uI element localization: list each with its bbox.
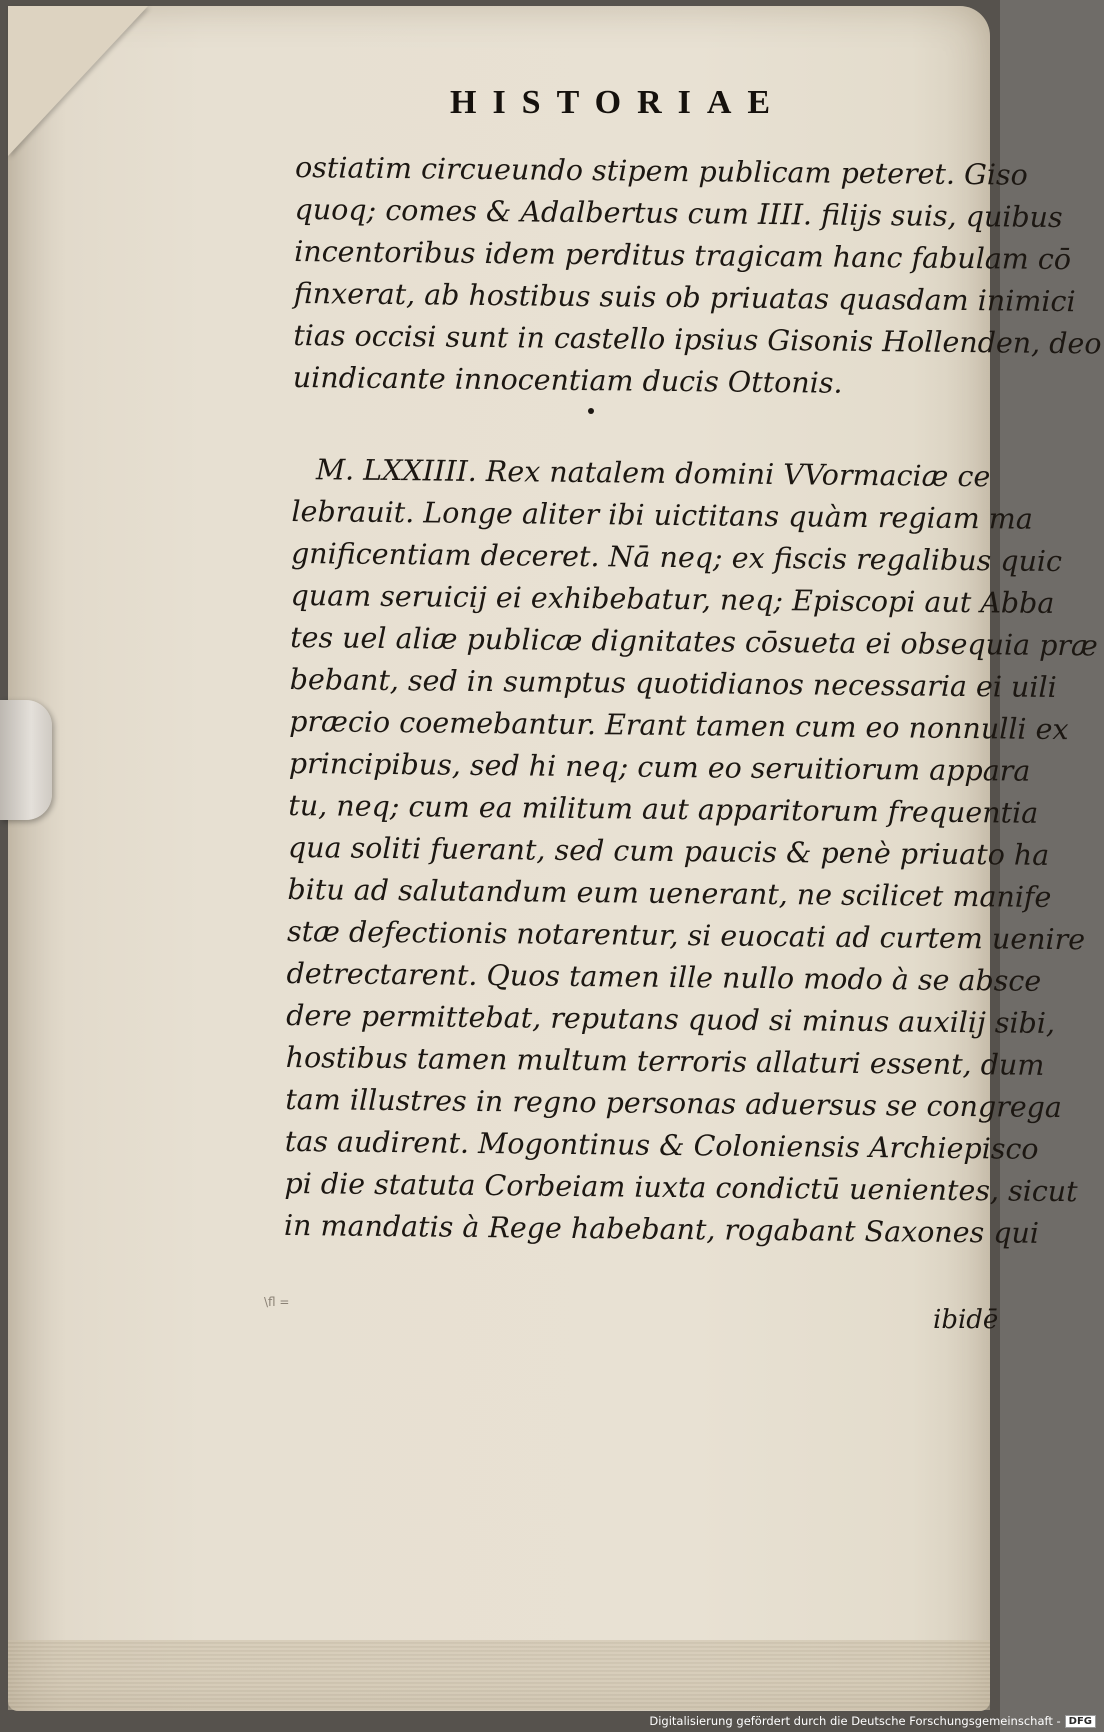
folded-page-corner bbox=[8, 6, 148, 156]
text-line: dere permittebat, reputans quod si minus auxilij sibi, bbox=[286, 998, 1056, 1040]
catchword: ibidē bbox=[933, 1305, 999, 1335]
text-line: stæ defectionis notarentur, si euocati ad curtem uenire bbox=[286, 914, 1086, 957]
text-line: tes uel aliæ publicæ dignitates cōsueta ei obsequia præ bbox=[289, 620, 1098, 663]
text-line: quam seruicij ei exhibebatur, neq; Episcopi aut Abba bbox=[290, 578, 1055, 620]
digitization-footer bbox=[649, 1714, 1096, 1728]
text-line: tas audirent. Mogontinus & Coloniensis Archiepisco bbox=[284, 1124, 1039, 1166]
text-line: quoq; comes & Adalbertus cum IIII. filijs suis, quibus bbox=[294, 192, 1063, 235]
text-line: pi die statuta Corbeiam iuxta condictū uenientes, sicut bbox=[284, 1166, 1078, 1209]
text-line: ostiatim circueundo stipem publicam peteret. Giso bbox=[294, 150, 1028, 192]
text-line: bebant, sed in sumptus quotidianos necessaria ei uili bbox=[289, 662, 1057, 704]
text-line: bitu ad salutandum eum uenerant, ne scilicet manife bbox=[287, 872, 1052, 914]
text-line: præcio coemebantur. Erant tamen cum eo nonnulli ex bbox=[289, 704, 1069, 747]
text-line: finxerat, ab hostibus suis ob priuatas quasdam inimici bbox=[293, 276, 1076, 319]
text-line: principibus, sed hi neq; cum eo seruitiorum appara bbox=[288, 746, 1031, 788]
text-line: lebrauit. Longe aliter ibi uictitans quàm regiam ma bbox=[291, 494, 1033, 536]
text-line: tu, neq; cum ea militum aut apparitorum frequentia bbox=[288, 788, 1039, 830]
running-head: HISTORIAE bbox=[450, 84, 787, 121]
text-line: M. LXXIIII. Rex natalem domini VVormaciæ ce bbox=[315, 453, 991, 494]
text-line: uindicante innocentiam ducis Ottonis. bbox=[292, 360, 843, 400]
text-line: detrectarent. Quos tamen ille nullo modo à se absce bbox=[286, 956, 1042, 998]
page-edges bbox=[8, 1640, 990, 1710]
text-line: qua soliti fuerant, sed cum paucis & penè priuato ha bbox=[287, 830, 1050, 872]
text-line: tias occisi sunt in castello ipsius Gisonis Hollenden, deo bbox=[293, 318, 1102, 361]
text-line: incentoribus idem perditus tragicam hanc fabulam cō bbox=[294, 234, 1072, 277]
margin-mark: \fl = bbox=[264, 1295, 290, 1309]
footer-text: Digitalisierung gefördert durch die Deutsche Forschungsgemeinschaft - bbox=[649, 1714, 1061, 1728]
dfg-logo: DFG bbox=[1065, 1715, 1096, 1728]
section-dot bbox=[588, 408, 594, 414]
text-line: gnificentiam deceret. Nā neq; ex fiscis regalibus quic bbox=[290, 536, 1063, 579]
text-line: in mandatis à Rege habebant, rogabant Saxones qui bbox=[283, 1208, 1040, 1250]
text-line: tam illustres in regno personas aduersus se congrega bbox=[285, 1082, 1063, 1125]
page-clip bbox=[0, 700, 52, 820]
text-line: hostibus tamen multum terroris allaturi essent, dum bbox=[285, 1040, 1045, 1082]
